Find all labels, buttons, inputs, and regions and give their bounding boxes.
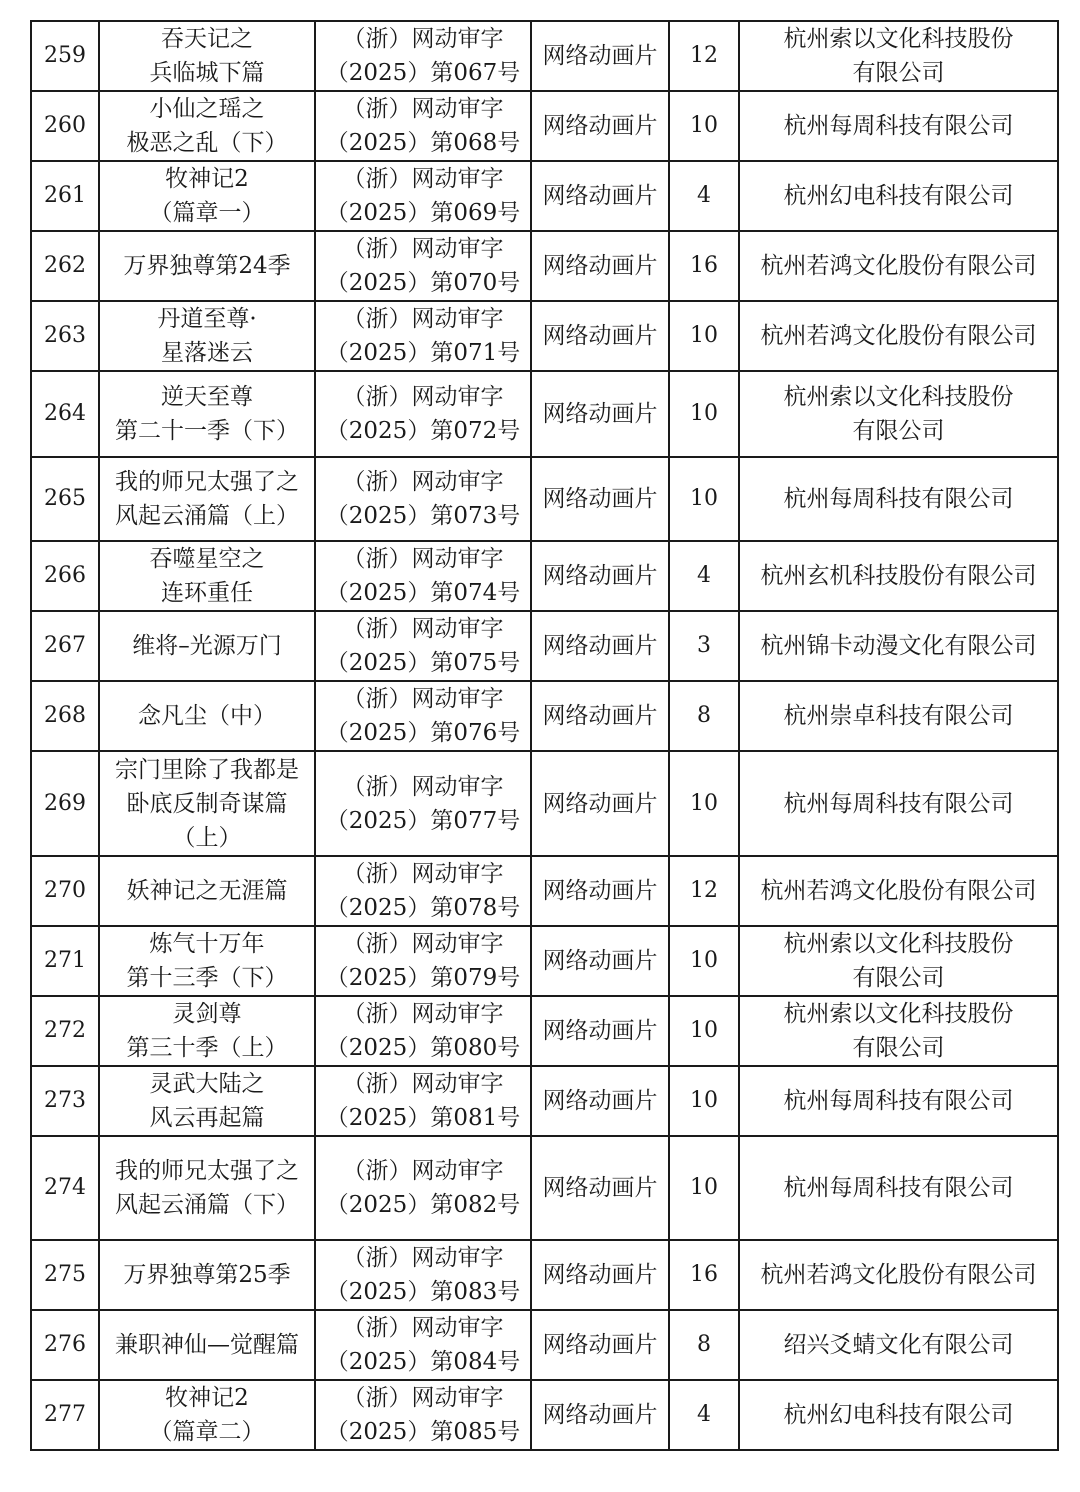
permit-number: （浙）网动审字 （2025）第068号 xyxy=(315,91,531,161)
row-number: 274 xyxy=(31,1136,99,1240)
table-row xyxy=(31,856,1058,926)
content-type: 网络动画片 xyxy=(531,1240,669,1310)
series-title: 炼气十万年 第十三季（下） xyxy=(99,926,315,996)
producer-company: 杭州索以文化科技股份 有限公司 xyxy=(739,996,1058,1066)
content-type: 网络动画片 xyxy=(531,231,669,301)
episode-count: 10 xyxy=(669,371,739,457)
producer-company: 杭州若鸿文化股份有限公司 xyxy=(739,856,1058,926)
content-type: 网络动画片 xyxy=(531,1310,669,1380)
producer-company: 杭州若鸿文化股份有限公司 xyxy=(739,231,1058,301)
permit-number: （浙）网动审字 （2025）第082号 xyxy=(315,1136,531,1240)
row-number: 264 xyxy=(31,371,99,457)
producer-company: 杭州每周科技有限公司 xyxy=(739,457,1058,541)
episode-count: 10 xyxy=(669,457,739,541)
content-type: 网络动画片 xyxy=(531,1380,669,1450)
permit-number: （浙）网动审字 （2025）第078号 xyxy=(315,856,531,926)
series-title: 我的师兄太强了之 风起云涌篇（上） xyxy=(99,457,315,541)
approval-table xyxy=(30,20,1059,1451)
episode-count: 8 xyxy=(669,1310,739,1380)
row-number: 270 xyxy=(31,856,99,926)
content-type: 网络动画片 xyxy=(531,541,669,611)
permit-number: （浙）网动审字 （2025）第077号 xyxy=(315,751,531,856)
table-row xyxy=(31,231,1058,301)
row-number: 260 xyxy=(31,91,99,161)
row-number: 276 xyxy=(31,1310,99,1380)
permit-number: （浙）网动审字 （2025）第079号 xyxy=(315,926,531,996)
episode-count: 16 xyxy=(669,231,739,301)
episode-count: 4 xyxy=(669,541,739,611)
content-type: 网络动画片 xyxy=(531,21,669,91)
content-type: 网络动画片 xyxy=(531,457,669,541)
series-title: 吞天记之 兵临城下篇 xyxy=(99,21,315,91)
series-title: 宗门里除了我都是 卧底反制奇谋篇 （上） xyxy=(99,751,315,856)
table-row xyxy=(31,371,1058,457)
producer-company: 杭州若鸿文化股份有限公司 xyxy=(739,1240,1058,1310)
series-title: 我的师兄太强了之 风起云涌篇（下） xyxy=(99,1136,315,1240)
series-title: 逆天至尊 第二十一季（下） xyxy=(99,371,315,457)
table-row xyxy=(31,751,1058,856)
permit-number: （浙）网动审字 （2025）第074号 xyxy=(315,541,531,611)
producer-company: 杭州每周科技有限公司 xyxy=(739,1136,1058,1240)
producer-company: 杭州每周科技有限公司 xyxy=(739,751,1058,856)
content-type: 网络动画片 xyxy=(531,371,669,457)
episode-count: 12 xyxy=(669,21,739,91)
permit-number: （浙）网动审字 （2025）第081号 xyxy=(315,1066,531,1136)
row-number: 268 xyxy=(31,681,99,751)
row-number: 265 xyxy=(31,457,99,541)
series-title: 丹道至尊· 星落迷云 xyxy=(99,301,315,371)
episode-count: 4 xyxy=(669,161,739,231)
permit-number: （浙）网动审字 （2025）第076号 xyxy=(315,681,531,751)
producer-company: 杭州幻电科技有限公司 xyxy=(739,1380,1058,1450)
permit-number: （浙）网动审字 （2025）第080号 xyxy=(315,996,531,1066)
table-row xyxy=(31,301,1058,371)
content-type: 网络动画片 xyxy=(531,161,669,231)
table-row xyxy=(31,1310,1058,1380)
table-row xyxy=(31,21,1058,91)
episode-count: 10 xyxy=(669,751,739,856)
series-title: 吞噬星空之 连环重任 xyxy=(99,541,315,611)
series-title: 牧神记2 （篇章一） xyxy=(99,161,315,231)
table-row xyxy=(31,1240,1058,1310)
table-body xyxy=(31,21,1058,1450)
table-row xyxy=(31,681,1058,751)
row-number: 273 xyxy=(31,1066,99,1136)
episode-count: 10 xyxy=(669,926,739,996)
permit-number: （浙）网动审字 （2025）第070号 xyxy=(315,231,531,301)
table-row xyxy=(31,541,1058,611)
row-number: 277 xyxy=(31,1380,99,1450)
producer-company: 杭州索以文化科技股份 有限公司 xyxy=(739,926,1058,996)
series-title: 万界独尊第25季 xyxy=(99,1240,315,1310)
producer-company: 杭州幻电科技有限公司 xyxy=(739,161,1058,231)
episode-count: 10 xyxy=(669,91,739,161)
permit-number: （浙）网动审字 （2025）第071号 xyxy=(315,301,531,371)
row-number: 261 xyxy=(31,161,99,231)
content-type: 网络动画片 xyxy=(531,681,669,751)
series-title: 小仙之瑶之 极恶之乱（下） xyxy=(99,91,315,161)
series-title: 妖神记之无涯篇 xyxy=(99,856,315,926)
series-title: 灵剑尊 第三十季（上） xyxy=(99,996,315,1066)
permit-number: （浙）网动审字 （2025）第073号 xyxy=(315,457,531,541)
table-row xyxy=(31,457,1058,541)
row-number: 269 xyxy=(31,751,99,856)
permit-number: （浙）网动审字 （2025）第072号 xyxy=(315,371,531,457)
row-number: 267 xyxy=(31,611,99,681)
row-number: 263 xyxy=(31,301,99,371)
permit-number: （浙）网动审字 （2025）第085号 xyxy=(315,1380,531,1450)
content-type: 网络动画片 xyxy=(531,301,669,371)
series-title: 念凡尘（中） xyxy=(99,681,315,751)
table-row xyxy=(31,611,1058,681)
table-row xyxy=(31,1136,1058,1240)
content-type: 网络动画片 xyxy=(531,1136,669,1240)
table-row xyxy=(31,926,1058,996)
row-number: 275 xyxy=(31,1240,99,1310)
episode-count: 16 xyxy=(669,1240,739,1310)
row-number: 259 xyxy=(31,21,99,91)
producer-company: 杭州玄机科技股份有限公司 xyxy=(739,541,1058,611)
row-number: 271 xyxy=(31,926,99,996)
episode-count: 10 xyxy=(669,1136,739,1240)
episode-count: 10 xyxy=(669,996,739,1066)
table-row xyxy=(31,996,1058,1066)
content-type: 网络动画片 xyxy=(531,856,669,926)
table-row xyxy=(31,91,1058,161)
episode-count: 8 xyxy=(669,681,739,751)
permit-number: （浙）网动审字 （2025）第083号 xyxy=(315,1240,531,1310)
content-type: 网络动画片 xyxy=(531,926,669,996)
table-row xyxy=(31,1380,1058,1450)
content-type: 网络动画片 xyxy=(531,611,669,681)
episode-count: 10 xyxy=(669,301,739,371)
episode-count: 4 xyxy=(669,1380,739,1450)
series-title: 兼职神仙—觉醒篇 xyxy=(99,1310,315,1380)
content-type: 网络动画片 xyxy=(531,1066,669,1136)
producer-company: 绍兴爻蜻文化有限公司 xyxy=(739,1310,1058,1380)
permit-number: （浙）网动审字 （2025）第075号 xyxy=(315,611,531,681)
table-row xyxy=(31,1066,1058,1136)
episode-count: 3 xyxy=(669,611,739,681)
row-number: 262 xyxy=(31,231,99,301)
permit-number: （浙）网动审字 （2025）第069号 xyxy=(315,161,531,231)
producer-company: 杭州索以文化科技股份 有限公司 xyxy=(739,21,1058,91)
row-number: 272 xyxy=(31,996,99,1066)
permit-number: （浙）网动审字 （2025）第084号 xyxy=(315,1310,531,1380)
producer-company: 杭州锦卡动漫文化有限公司 xyxy=(739,611,1058,681)
producer-company: 杭州每周科技有限公司 xyxy=(739,1066,1058,1136)
row-number: 266 xyxy=(31,541,99,611)
series-title: 万界独尊第24季 xyxy=(99,231,315,301)
producer-company: 杭州每周科技有限公司 xyxy=(739,91,1058,161)
producer-company: 杭州索以文化科技股份 有限公司 xyxy=(739,371,1058,457)
content-type: 网络动画片 xyxy=(531,996,669,1066)
content-type: 网络动画片 xyxy=(531,91,669,161)
permit-number: （浙）网动审字 （2025）第067号 xyxy=(315,21,531,91)
series-title: 牧神记2 （篇章二） xyxy=(99,1380,315,1450)
producer-company: 杭州若鸿文化股份有限公司 xyxy=(739,301,1058,371)
episode-count: 12 xyxy=(669,856,739,926)
table-row xyxy=(31,161,1058,231)
episode-count: 10 xyxy=(669,1066,739,1136)
content-type: 网络动画片 xyxy=(531,751,669,856)
series-title: 灵武大陆之 风云再起篇 xyxy=(99,1066,315,1136)
series-title: 维将–光源万门 xyxy=(99,611,315,681)
producer-company: 杭州崇卓科技有限公司 xyxy=(739,681,1058,751)
